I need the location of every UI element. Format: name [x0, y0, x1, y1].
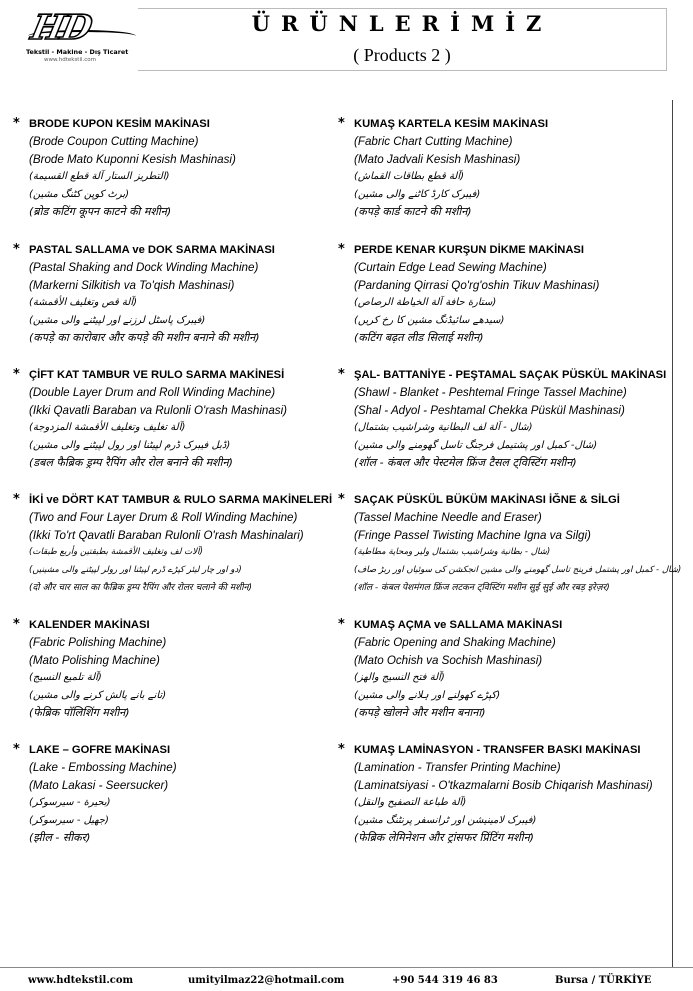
bullet-star: *	[338, 617, 345, 632]
product-name-arabic: (آلات لف وتغليف الأقمشة بطبقتين وأربع طبقات)	[29, 547, 203, 557]
product-name-uzbek: (Fringe Passel Twisting Machine Igna va Silgi)	[354, 528, 591, 542]
product-name-urdu: (سیدھے سائیڈنگ مشین کا رخ کریں)	[354, 314, 505, 326]
product-name-hindi: (झील - सीकर)	[29, 831, 91, 844]
product-name: PASTAL SALLAMA ve DOK SARMA MAKİNASI	[29, 244, 275, 256]
product-name-english: (Fabric Chart Cutting Machine)	[354, 135, 513, 148]
product-item	[338, 742, 684, 847]
product-name-english: (Fabric Polishing Machine)	[29, 636, 167, 649]
bullet-star: *	[13, 242, 20, 257]
footer-phone: +90 544 319 46 83	[392, 975, 498, 986]
product-name-hindi: (शॉल - कंबल और पेस्टमेल फ्रिंज टैसल ट्विस्टिंग मशीन)	[354, 456, 577, 469]
product-name-hindi: (फेब्रिक पॉलिशिंग मशीन)	[29, 706, 130, 719]
product-name-urdu: (کپڑے کھولنے اور ہلانے والی مشین)	[354, 689, 501, 701]
product-name-urdu: (فیبرک کارڈ کاٹنے والی مشین)	[354, 188, 481, 200]
product-name-hindi: (कपड़े खोलने और मशीन बनाना)	[354, 706, 486, 719]
product-name-urdu: (شال- کمبل اور پشتیمل فرجنگ تاسل گھومنے والی مشین)	[354, 439, 598, 451]
product-name-hindi: (फेब्रिक लेमिनेशन और ट्रांसफर प्रिंटिंग मशीन)	[354, 831, 534, 844]
footer-email[interactable]: umityilmaz22@hotmail.com	[188, 975, 345, 986]
bullet-star: *	[13, 116, 20, 131]
product-name-urdu: (تانے بانے پالش کرنے والی مشین)	[29, 689, 167, 701]
product-name: İKİ ve DÖRT KAT TAMBUR & RULO SARMA MAKİNELERİ	[29, 494, 333, 506]
product-name-urdu: (جھیل - سیرسوکر)	[29, 814, 109, 826]
product-name-uzbek: (Mato Lakasi - Seersucker)	[29, 778, 169, 792]
product-name-english: (Curtain Edge Lead Sewing Machine)	[354, 261, 547, 274]
product-name-english: (Tassel Machine Needle and Eraser)	[354, 511, 542, 524]
footer-rule	[0, 967, 693, 968]
product-name-english: (Double Layer Drum and Roll Winding Machine)	[29, 386, 276, 399]
product-name-english: (Brode Coupon Cutting Machine)	[29, 135, 199, 148]
product-name-urdu: (شال - کمبل اور پشتمل فرینج تاسل گھومنے والی مشین انجکشن کی سوئیاں اور ربڑ صاف)	[354, 564, 682, 575]
product-name: LAKE – GOFRE MAKİNASI	[29, 744, 171, 756]
product-name-uzbek: (Mato Jadvali Kesish Mashinasi)	[354, 152, 521, 166]
footer-location: Bursa / TÜRKİYE	[555, 975, 652, 986]
page-subtitle: ( Products 2 )	[353, 45, 451, 65]
product-name-hindi: (ब्रोड कटिंग कूपन काटने की मशीन)	[29, 205, 172, 218]
product-name: KUMAŞ LAMİNASYON - TRANSFER BASKI MAKİNASI	[354, 744, 641, 756]
logo-tagline: Tekstil - Makine - Dış Ticaret	[26, 48, 129, 56]
bullet-star: *	[338, 742, 345, 757]
product-name: BRODE KUPON KESİM MAKİNASI	[29, 118, 210, 130]
bullet-star: *	[13, 492, 20, 507]
product-name-english: (Pastal Shaking and Dock Winding Machine)	[29, 261, 259, 274]
product-item	[13, 116, 359, 221]
company-logo	[26, 8, 138, 63]
bullet-star: *	[13, 617, 20, 632]
product-name-uzbek: (Mato Polishing Machine)	[29, 653, 160, 667]
product-name-hindi: (डबल फैब्रिक ड्रम्प रैपिंग और रोल बनाने की मशीन)	[29, 456, 233, 469]
product-name-hindi: (शॉल - कंबल पेशमंगल फ्रिंज लटकन ट्विस्टिंग मशीन सुई सुई और रबड़ इरेज़र)	[354, 583, 610, 593]
bullet-star: *	[338, 492, 345, 507]
product-name: ÇİFT KAT TAMBUR VE RULO SARMA MAKİNESİ	[29, 369, 285, 381]
product-item	[338, 367, 684, 472]
bullet-star: *	[338, 367, 345, 382]
page-title: ÜRÜNLERİMİZ	[251, 11, 553, 36]
product-item	[338, 617, 684, 722]
logo-mark: HD	[27, 8, 94, 48]
product-name-arabic: (شال - بطانية وشراشيب بشتمال ولير ومحاية مطاطية)	[354, 547, 551, 557]
product-item	[338, 242, 684, 347]
bullet-star: *	[338, 116, 345, 131]
product-name-uzbek: (Markerni Silkitish va To'qish Mashinasi)	[29, 278, 235, 292]
product-name-english: (Lake - Embossing Machine)	[29, 761, 177, 774]
product-name-english: (Shawl - Blanket - Peshtemal Fringe Tassel Machine)	[354, 386, 627, 399]
product-name: ŞAL- BATTANİYE - PEŞTAMAL SAÇAK PÜSKÜL MAKİNASI	[354, 369, 667, 381]
product-name-arabic: (آلة قطع بطاقات القماش)	[354, 171, 465, 182]
product-name-uzbek: (Ikki Qavatli Baraban va Rulonli O'rash Mashinasi)	[29, 403, 288, 417]
product-item	[13, 492, 359, 597]
product-item	[13, 242, 359, 347]
product-name: KALENDER MAKİNASI	[29, 619, 150, 631]
product-name-urdu: (فیبرک پاسٹل لرزنے اور لپیٹنے والی مشین)	[29, 314, 206, 326]
product-name-arabic: (شال - آلة لف البطانية وشراشيب بشتمال)	[354, 422, 533, 433]
product-name-arabic: (ستارة حافة آلة الخياطة الرصاص)	[354, 297, 497, 308]
product-name-arabic: (بحيرة - سيرسوكر)	[29, 797, 111, 808]
product-name-uzbek: (Mato Ochish va Sochish Mashinasi)	[354, 653, 543, 667]
product-name-urdu: (دو اور چار لیئر کپڑے ڈرم لپیٹنا اور رولر لپیٹنے والی مشینیں)	[29, 564, 242, 575]
product-name-urdu: (ڈبل فیبرک ڈرم لپیٹنا اور رول لپیٹنے والی مشین)	[29, 439, 231, 451]
product-name-hindi: (कटिंग बढ़त लीड सिलाई मशीन)	[354, 331, 484, 344]
product-name-hindi: (कपड़े का कारोबार और कपड़े की मशीन बनाने की मशीन)	[29, 331, 260, 344]
product-item	[338, 492, 684, 597]
product-name-urdu: (برٹ کوپن کٹنگ مشین)	[29, 188, 130, 200]
product-name-arabic: (آلة تغليف وتغليف الأقمشة المزدوجة)	[29, 422, 186, 433]
product-name-english: (Fabric Opening and Shaking Machine)	[354, 636, 556, 649]
product-item	[13, 367, 359, 472]
bullet-star: *	[13, 742, 20, 757]
product-name-uzbek: (Pardaning Qirrasi Qo'rg'oshin Tikuv Mashinasi)	[354, 278, 600, 292]
product-name-uzbek: (Brode Mato Kuponni Kesish Mashinasi)	[29, 152, 236, 166]
product-name-uzbek: (Laminatsiyasi - O'tkazmalarni Bosib Chiqarish Mashinasi)	[354, 778, 653, 792]
product-name-arabic: (آلة طباعة التصفيح والنقل)	[354, 797, 467, 808]
product-item	[13, 617, 359, 722]
product-item	[338, 116, 684, 221]
product-name-english: (Two and Four Layer Drum & Roll Winding Machine)	[29, 511, 298, 524]
product-name: SAÇAK PÜSKÜL BÜKÜM MAKİNASI İĞNE & SİLGİ	[354, 494, 620, 506]
product-name-arabic: (التطريز الستار آلة قطع القسيمة)	[29, 171, 170, 182]
product-item	[13, 742, 359, 847]
bullet-star: *	[13, 367, 20, 382]
footer-website[interactable]: www.hdtekstil.com	[28, 975, 134, 986]
logo-url: www.hdtekstil.com	[44, 57, 97, 63]
product-name-uzbek: (Ikki To'rt Qavatli Baraban Rulonli O'rash Mashinalari)	[29, 528, 304, 542]
product-name-arabic: (آلة فتح النسيج والهز)	[354, 672, 445, 683]
product-name-english: (Lamination - Transfer Printing Machine)	[354, 761, 561, 774]
product-name: KUMAŞ AÇMA ve SALLAMA MAKİNASI	[354, 619, 563, 631]
product-name-hindi: (दो और चार साल का फैब्रिक ड्रम्प रैपिंग और रोलर चलाने की मशीन)	[29, 583, 253, 593]
product-name-arabic: (آلة تلميع النسيج)	[29, 672, 102, 683]
product-name-urdu: (فیبرک لامینیشن اور ٹرانسفر پرنٹنگ مشین)	[354, 814, 537, 826]
product-name-arabic: (آلة قص وتغليف الأقمشة)	[29, 297, 138, 308]
product-name-hindi: (कपड़े कार्ड काटने की मशीन)	[354, 205, 472, 218]
product-name: KUMAŞ KARTELA KESİM MAKİNASI	[354, 118, 549, 130]
product-name-uzbek: (Shal - Adyol - Peshtamal Chekka Püskül Mashinasi)	[354, 403, 625, 417]
bullet-star: *	[338, 242, 345, 257]
product-name: PERDE KENAR KURŞUN DİKME MAKİNASI	[354, 244, 584, 256]
